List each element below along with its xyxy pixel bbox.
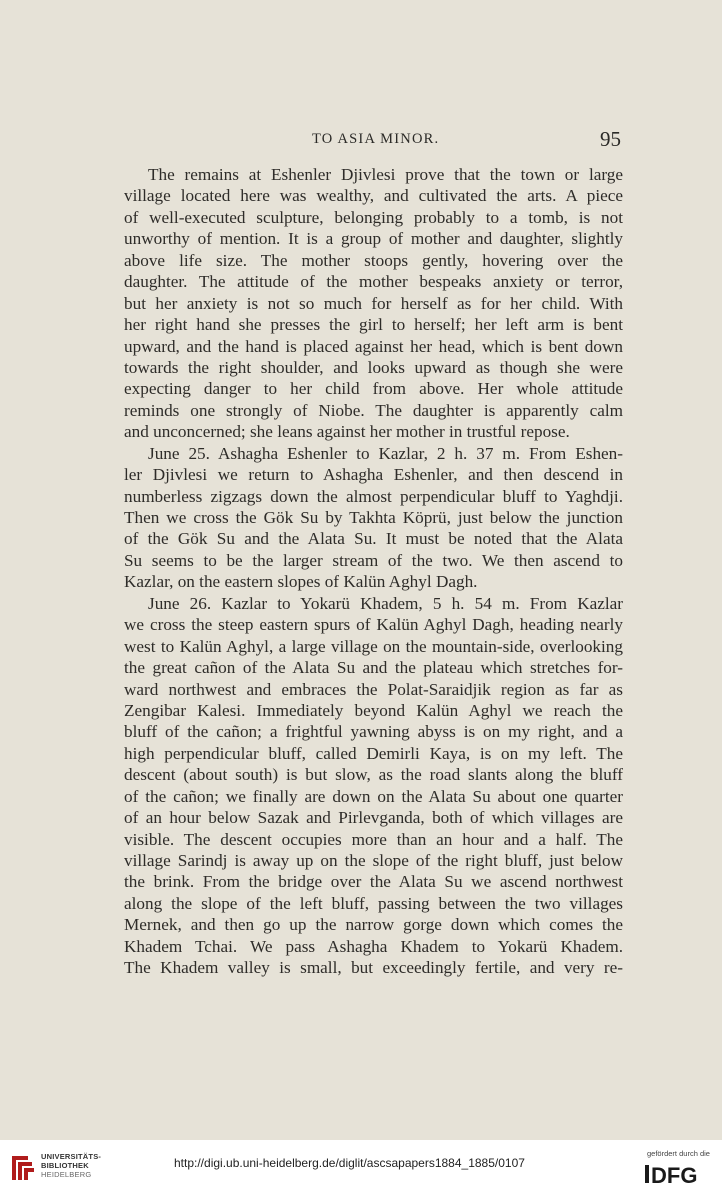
text-line: and unconcerned; she leans against her mother in trustful repose. [124,422,570,442]
text-line: of the cañon; we finally are down on the Alata Su about one quarter [124,786,623,806]
text-line: village located here was wealthy, and cultivated the arts. A piece [124,186,623,206]
text-line: of an hour below Sazak and Pirlevganda, both of which villages are [124,808,623,828]
dfg-logo [645,1162,713,1186]
page-number: 95 [600,127,621,151]
running-head [0,127,722,153]
text-line: ward northwest and embraces the Polat-Saraidjik region as far as [124,679,623,699]
permalink-url[interactable]: http://digi.ub.uni-heidelberg.de/diglit/ascsapapers1884_1885/0107 [174,1156,525,1170]
text-line: village Sarindj is away up on the slope of the right bluff, just below [124,851,623,870]
footer-bar [0,1140,722,1194]
text-line: towards the right shoulder, and looks upward as though she were [124,357,623,377]
text-line: west to Kalün Aghyl, a large village on the mountain-side, overlooking [124,636,623,656]
text-line: the great cañon of the Alata Su and the plateau which stretches for- [124,658,623,678]
text-line: high perpendicular bluff, called Demirli Kaya, is on my left. The [124,743,623,763]
library-name-line-2: BIBLIOTHEK [41,1161,89,1170]
text-line: expecting danger to her child from above. Her whole attitude [124,379,623,399]
text-line: descent (about south) is but slow, as the road slants along the bluff [124,765,623,785]
text-line: The remains at Eshenler Djivlesi prove that the town or large [148,165,623,184]
library-name-line-3: HEIDELBERG [41,1170,92,1179]
running-head-title: TO ASIA MINOR. [312,131,440,147]
university-library-logo-icon [8,1150,38,1184]
text-line: of the Gök Su and the Alata Su. It must be noted that the Alata [124,529,623,549]
text-line: unworthy of mention. It is a group of mother and daughter, slightly [124,229,623,249]
library-name [41,1152,101,1179]
text-line: her right hand she presses the girl to herself; her left arm is bent [124,315,623,335]
text-line: June 25. Ashagha Eshenler to Kazlar, 2 h. 37 m. From Eshen- [148,443,623,463]
text-line: bluff of the cañon; a frightful yawning abyss is on my right, and a [124,722,623,742]
text-line: Su seems to be the larger stream of the two. We then ascend to [124,550,623,570]
text-line: Mernek, and then go up the narrow gorge down which comes the [124,915,623,935]
text-line: The Khadem valley is small, but exceedingly fertile, and very re- [124,958,623,978]
text-line: Zengibar Kalesi. Immediately beyond Kalün Aghyl we reach the [124,700,623,720]
funded-by-label: gefördert durch die [647,1149,710,1158]
body-text [124,164,623,979]
text-line: numberless zigzags down the almost perpendicular bluff to Yaghdji. [124,486,623,506]
text-line: Kazlar, on the eastern slopes of Kalün Aghyl Dagh. [124,572,478,592]
text-line: visible. The descent occupies more than an hour and a half. The [124,829,623,849]
text-line: Khadem Tchai. We pass Ashagha Khadem to Yokarü Khadem. [124,936,623,956]
text-line: of well-executed sculpture, belonging probably to a tomb, is not [124,207,623,227]
text-line: along the slope of the left bluff, passing between the two villages [124,893,623,913]
text-line: June 26. Kazlar to Yokarü Khadem, 5 h. 54 m. From Kazlar [148,593,623,613]
text-line: the brink. From the bridge over the Alata Su we ascend northwest [124,872,623,892]
text-line: we cross the steep eastern spurs of Kalün Aghyl Dagh, heading nearly [124,615,623,635]
text-line: upward, and the hand is placed against her head, which is bent down [124,336,623,356]
library-name-line-1: UNIVERSITÄTS- [41,1152,102,1161]
dfg-logo-text: DFG [651,1163,698,1186]
text-line: reminds one strongly of Niobe. The daughter is apparently calm [124,400,623,420]
text-line: Then we cross the Gök Su by Takhta Köprü, just below the junction [124,508,623,527]
text-line: ler Djivlesi we return to Ashagha Eshenler, and then descend in [124,465,623,485]
text-line: but her anxiety is not so much for herself as for her child. With [124,293,623,313]
text-line: above life size. The mother stoops gently, hovering over the [124,250,623,270]
text-line: daughter. The attitude of the mother bespeaks anxiety or terror, [124,272,623,292]
